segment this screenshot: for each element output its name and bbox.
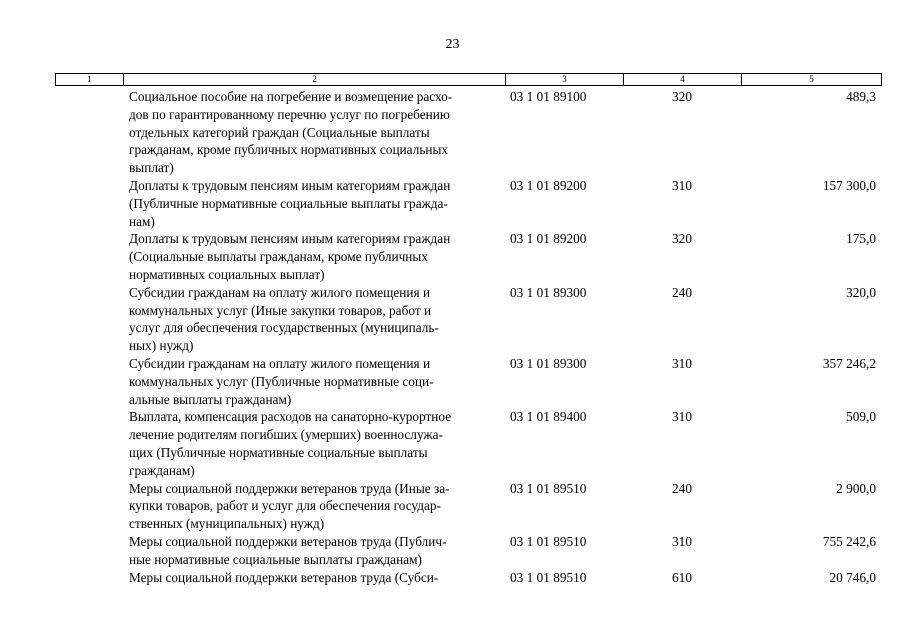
description-line: щих (Публичные нормативные социальные выплаты	[129, 444, 428, 460]
amount-cell: 489,3	[846, 89, 876, 104]
type-cell: 320	[672, 231, 692, 247]
code-cell: 03 1 01 89510	[510, 533, 587, 549]
page-number: 23	[445, 37, 460, 52]
type-cell: 310	[672, 409, 692, 425]
description-line: гражданам, кроме публичных нормативных социальных	[129, 142, 449, 158]
amount-cell: 157 300,0	[822, 177, 876, 193]
code-cell: 03 1 01 89400	[510, 409, 587, 425]
table-row	[55, 569, 880, 587]
description-line: Доплаты к трудовым пенсиям иным категориям граждан	[129, 231, 451, 247]
table-row	[55, 533, 880, 569]
header-col-3: 3	[506, 74, 624, 85]
description-line: гражданам)	[129, 462, 195, 478]
amount-cell: 755 242,6	[822, 533, 876, 549]
description-cell	[123, 230, 505, 283]
description-cell	[123, 284, 505, 355]
col-1-cell	[55, 284, 123, 355]
description-line: ных) нужд)	[129, 338, 194, 354]
col-1-cell	[55, 480, 123, 533]
table-row	[55, 88, 880, 177]
description-cell	[123, 480, 505, 533]
type-cell: 240	[672, 284, 692, 300]
col-1-cell	[55, 533, 123, 569]
amount-cell: 509,0	[846, 409, 876, 425]
description-line: Меры социальной поддержки ветеранов труда (Иные за-	[129, 480, 450, 496]
description-line: лечение родителям погибших (умерших) военнослужа-	[129, 427, 443, 443]
code-cell: 03 1 01 89300	[510, 355, 587, 371]
description-line: Социальное пособие на погребение и возмещение расхо-	[129, 89, 453, 104]
description-line: купки товаров, работ и услуг для обеспечения государ-	[129, 498, 441, 514]
amount-cell: 175,0	[846, 231, 876, 247]
description-line: дов по гарантированному перечню услуг по погребению	[129, 106, 450, 122]
amount-cell: 20 746,0	[829, 569, 876, 585]
header-col-4: 4	[624, 74, 742, 85]
col-1-cell	[55, 230, 123, 283]
col-1-cell	[55, 88, 123, 177]
description-line: (Социальные выплаты гражданам, кроме публичных	[129, 249, 429, 265]
description-line: ственных (муниципальных) нужд)	[129, 516, 325, 532]
description-cell	[123, 408, 505, 479]
header-col-1: 1	[56, 74, 124, 85]
code-cell: 03 1 01 89100	[510, 89, 587, 104]
type-cell: 310	[672, 533, 692, 549]
description-line: альные выплаты гражданам)	[129, 391, 292, 407]
code-cell: 03 1 01 89510	[510, 480, 587, 496]
col-1-cell	[55, 569, 123, 587]
description-line: (Публичные нормативные социальные выплаты гражда-	[129, 195, 448, 211]
description-line: Доплаты к трудовым пенсиям иным категориям граждан	[129, 177, 451, 193]
col-1-cell	[55, 408, 123, 479]
description-line: Меры социальной поддержки ветеранов труда (Субси-	[129, 569, 439, 585]
table-row	[55, 480, 880, 533]
table-row	[55, 408, 880, 479]
code-cell: 03 1 01 89510	[510, 569, 587, 585]
description-line: коммунальных услуг (Публичные нормативные соци-	[129, 373, 434, 389]
description-cell	[123, 355, 505, 408]
table-row	[55, 284, 880, 355]
code-cell: 03 1 01 89300	[510, 284, 587, 300]
code-cell: 03 1 01 89200	[510, 177, 587, 193]
col-1-cell	[55, 355, 123, 408]
header-col-5: 5	[809, 74, 814, 84]
description-cell	[123, 88, 505, 177]
table-row	[55, 230, 880, 283]
type-cell: 310	[672, 355, 692, 371]
table-row	[55, 355, 880, 408]
type-cell: 320	[672, 89, 692, 104]
description-line: ные нормативные социальные выплаты гражданам)	[129, 551, 422, 567]
description-line: отдельных категорий граждан (Социальные выплаты	[129, 124, 430, 140]
description-line: Субсидии гражданам на оплату жилого помещения и	[129, 284, 431, 300]
description-line: Выплата, компенсация расходов на санаторно-курортное	[129, 409, 452, 425]
col-1-cell	[55, 177, 123, 230]
description-line: нам)	[129, 213, 155, 229]
header-col-2: 2	[124, 74, 506, 85]
description-cell	[123, 177, 505, 230]
description-line: выплат)	[129, 160, 174, 176]
description-cell	[123, 569, 505, 587]
table-header	[55, 73, 882, 86]
type-cell: 610	[672, 569, 692, 585]
amount-cell: 320,0	[846, 284, 876, 300]
amount-cell: 357 246,2	[822, 355, 876, 371]
amount-cell: 2 900,0	[836, 480, 876, 496]
description-cell	[123, 533, 505, 569]
type-cell: 310	[672, 177, 692, 193]
description-line: услуг для обеспечения государственных (муниципаль-	[129, 320, 439, 336]
code-cell: 03 1 01 89200	[510, 231, 587, 247]
description-line: Субсидии гражданам на оплату жилого помещения и	[129, 355, 431, 371]
description-line: нормативных социальных выплат)	[129, 266, 325, 282]
table-body	[55, 88, 880, 587]
table-row	[55, 177, 880, 230]
type-cell: 240	[672, 480, 692, 496]
description-line: коммунальных услуг (Иные закупки товаров, работ и	[129, 302, 432, 318]
description-line: Меры социальной поддержки ветеранов труда (Публич-	[129, 533, 447, 549]
